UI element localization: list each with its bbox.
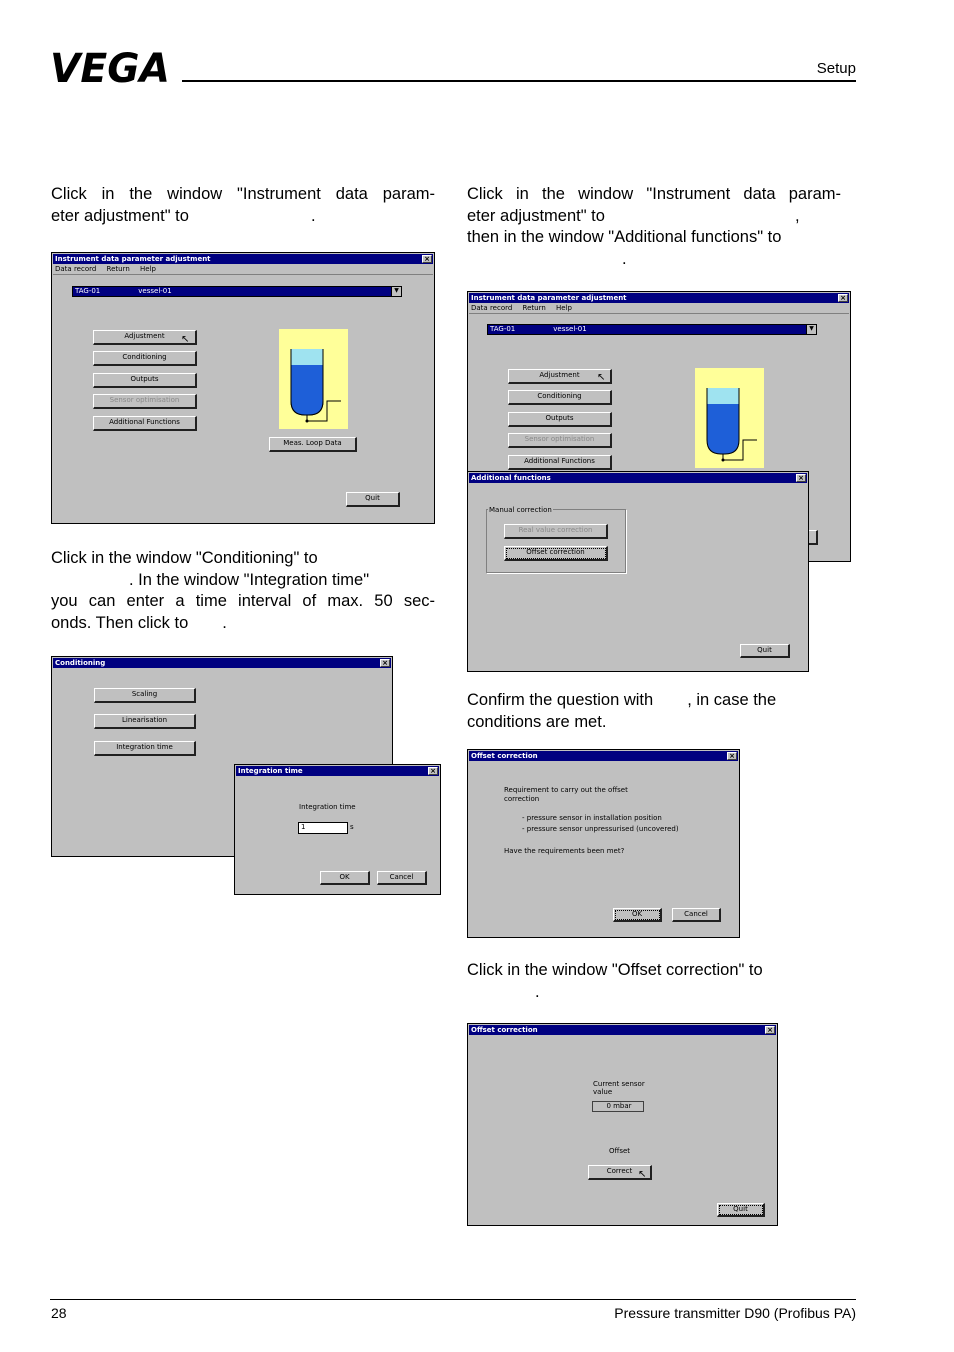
additional-functions-window [467,471,809,672]
window-title: Integration time [238,767,303,775]
integration-time-input[interactable]: 1 [298,822,348,834]
requirement-text: correction [504,795,540,803]
close-icon[interactable]: × [727,752,737,760]
text-line [51,570,435,592]
requirement-item: - pressure sensor unpressurised (uncovered) [522,825,679,833]
outputs-button[interactable]: Outputs [93,373,197,388]
quit-button[interactable]: Quit [740,644,790,658]
text-fragment: Confirm the question with [467,691,654,709]
text-fragment: . [222,613,227,632]
integration-time-window [234,764,441,895]
cancel-button[interactable]: Cancel [377,871,427,885]
left-para-2 [51,548,435,634]
text-line: you can enter a time interval of max. 50 sec- [51,592,435,610]
mouse-pointer-icon: ↖ [597,372,606,383]
menu-help[interactable]: Help [140,265,156,273]
close-icon[interactable]: × [838,294,848,302]
menu-separator [469,313,849,314]
text-fragment: onds. Then click to [51,613,189,632]
close-icon[interactable]: × [422,255,432,263]
real-value-correction-button[interactable]: Real value correction [504,524,608,539]
close-icon[interactable]: × [765,1026,775,1034]
outputs-button[interactable]: Outputs [508,412,612,427]
mouse-pointer-icon: ↖ [181,334,190,345]
quit-button[interactable]: Quit [346,492,400,507]
linearisation-button[interactable]: Linearisation [94,714,196,729]
combo-vessel: vessel-01 [138,287,172,295]
cancel-button[interactable]: Cancel [672,908,721,922]
ok-button[interactable]: OK [613,908,662,922]
window-titlebar [53,254,433,264]
logo-text: VEGA [50,50,170,86]
text-fragment: . [622,249,627,268]
right-para-3 [467,960,841,1003]
mouse-pointer-icon: ↖ [638,1169,647,1180]
current-sensor-value: 0 mbar [592,1101,644,1112]
text-line [51,548,435,570]
window-titlebar [469,751,738,761]
text-fragment: , [794,206,800,225]
vessel-illustration [695,368,764,468]
window-title: Offset correction [471,1026,538,1034]
text-line: conditions are met. [467,712,607,731]
meas-loop-data-button[interactable]: Meas. Loop Data [269,437,357,452]
menu-separator [53,274,433,275]
conditioning-button[interactable]: Conditioning [93,351,197,366]
right-para-2 [467,690,841,733]
page-number: 28 [51,1305,67,1321]
unit-label: s [350,823,354,831]
scaling-button[interactable]: Scaling [94,688,196,703]
ok-button[interactable]: OK [320,871,370,885]
text-line [51,206,435,228]
footer-rule [50,1299,856,1300]
menu-return[interactable]: Return [106,265,130,273]
sensor-optimisation-button[interactable]: Sensor optimisation [93,394,197,409]
combo-vessel: vessel-01 [553,325,587,333]
window-titlebar [236,766,439,776]
chevron-down-icon[interactable]: ▼ [806,325,816,334]
instrument-data-window [51,252,435,524]
text-fragment: . [310,206,316,225]
additional-functions-button[interactable]: Additional Functions [508,455,612,470]
left-para-1 [51,184,435,227]
offset-correction-question-window [467,749,740,938]
window-titlebar [469,1025,776,1035]
menu-data-record[interactable]: Data record [55,265,97,273]
sensor-optimisation-button[interactable]: Sensor optimisation [508,433,612,448]
close-icon[interactable]: × [796,474,806,482]
text-line: Click in the window "Instrument data param- [51,185,435,203]
integration-time-label: Integration time [299,803,356,811]
integration-time-button[interactable]: Integration time [94,741,196,756]
tag-combobox[interactable] [72,286,402,297]
text-fragment: . In the window "Integration time" [129,570,370,589]
window-title: Additional functions [471,474,551,482]
text-line [51,613,435,635]
combo-tag: TAG-01 [490,325,516,333]
text-fragment: eter adjustment" to [51,206,189,225]
current-sensor-label: value [593,1088,613,1096]
text-line: Click in the window "Offset correction" to [467,961,763,979]
product-name: Pressure transmitter D90 (Profibus PA) [614,1305,856,1321]
text-line: Click in the window "Instrument data param- [467,185,841,203]
menu-help[interactable]: Help [556,304,572,312]
text-line [467,206,841,228]
window-title: Instrument data parameter adjustment [55,255,211,263]
right-para-1 [467,184,841,270]
text-fragment: . [535,982,540,1001]
text-fragment: Click in the window "Conditioning" to [51,549,318,567]
combo-tag: TAG-01 [75,287,101,295]
current-sensor-label: Current sensor [593,1080,645,1088]
window-titlebar [469,293,849,303]
offset-correction-button[interactable]: Offset correction [504,546,608,561]
adjustment-button[interactable]: Adjustment [93,330,197,345]
adjustment-button[interactable]: Adjustment [508,369,612,384]
section-title: Setup [816,60,856,77]
window-title: Offset correction [471,752,538,760]
vega-logo [50,50,172,86]
window-title: Conditioning [55,659,106,667]
manual-correction-group [486,509,626,573]
text-fragment: , in case the [687,691,777,709]
text-line [467,690,841,712]
requirement-text: Requirement to carry out the offset [504,786,628,794]
chevron-down-icon[interactable]: ▼ [391,287,401,296]
menu-return[interactable]: Return [522,304,546,312]
window-titlebar [53,658,391,668]
menu-bar [471,304,580,312]
text-line [467,249,841,271]
window-titlebar [469,473,807,483]
correct-button[interactable]: Correct [588,1165,652,1180]
window-title: Instrument data parameter adjustment [471,294,627,302]
group-label: Manual correction [489,506,552,514]
close-icon[interactable]: × [428,767,438,775]
requirement-item: - pressure sensor in installation position [522,814,662,822]
question-text: Have the requirements been met? [504,847,625,855]
vessel-illustration [279,329,348,429]
offset-correction-window [467,1023,778,1226]
text-line [467,982,841,1004]
text-fragment: eter adjustment" to [467,206,605,225]
additional-functions-button[interactable]: Additional Functions [93,416,197,431]
tag-combobox[interactable] [487,324,817,335]
header-rule [182,80,856,82]
text-line: then in the window "Additional functions" to [467,228,782,246]
menu-bar [55,265,164,273]
offset-label: Offset [609,1147,631,1155]
quit-button[interactable]: Quit [717,1203,765,1217]
conditioning-button[interactable]: Conditioning [508,390,612,405]
menu-data-record[interactable]: Data record [471,304,513,312]
close-icon[interactable]: × [380,659,390,667]
